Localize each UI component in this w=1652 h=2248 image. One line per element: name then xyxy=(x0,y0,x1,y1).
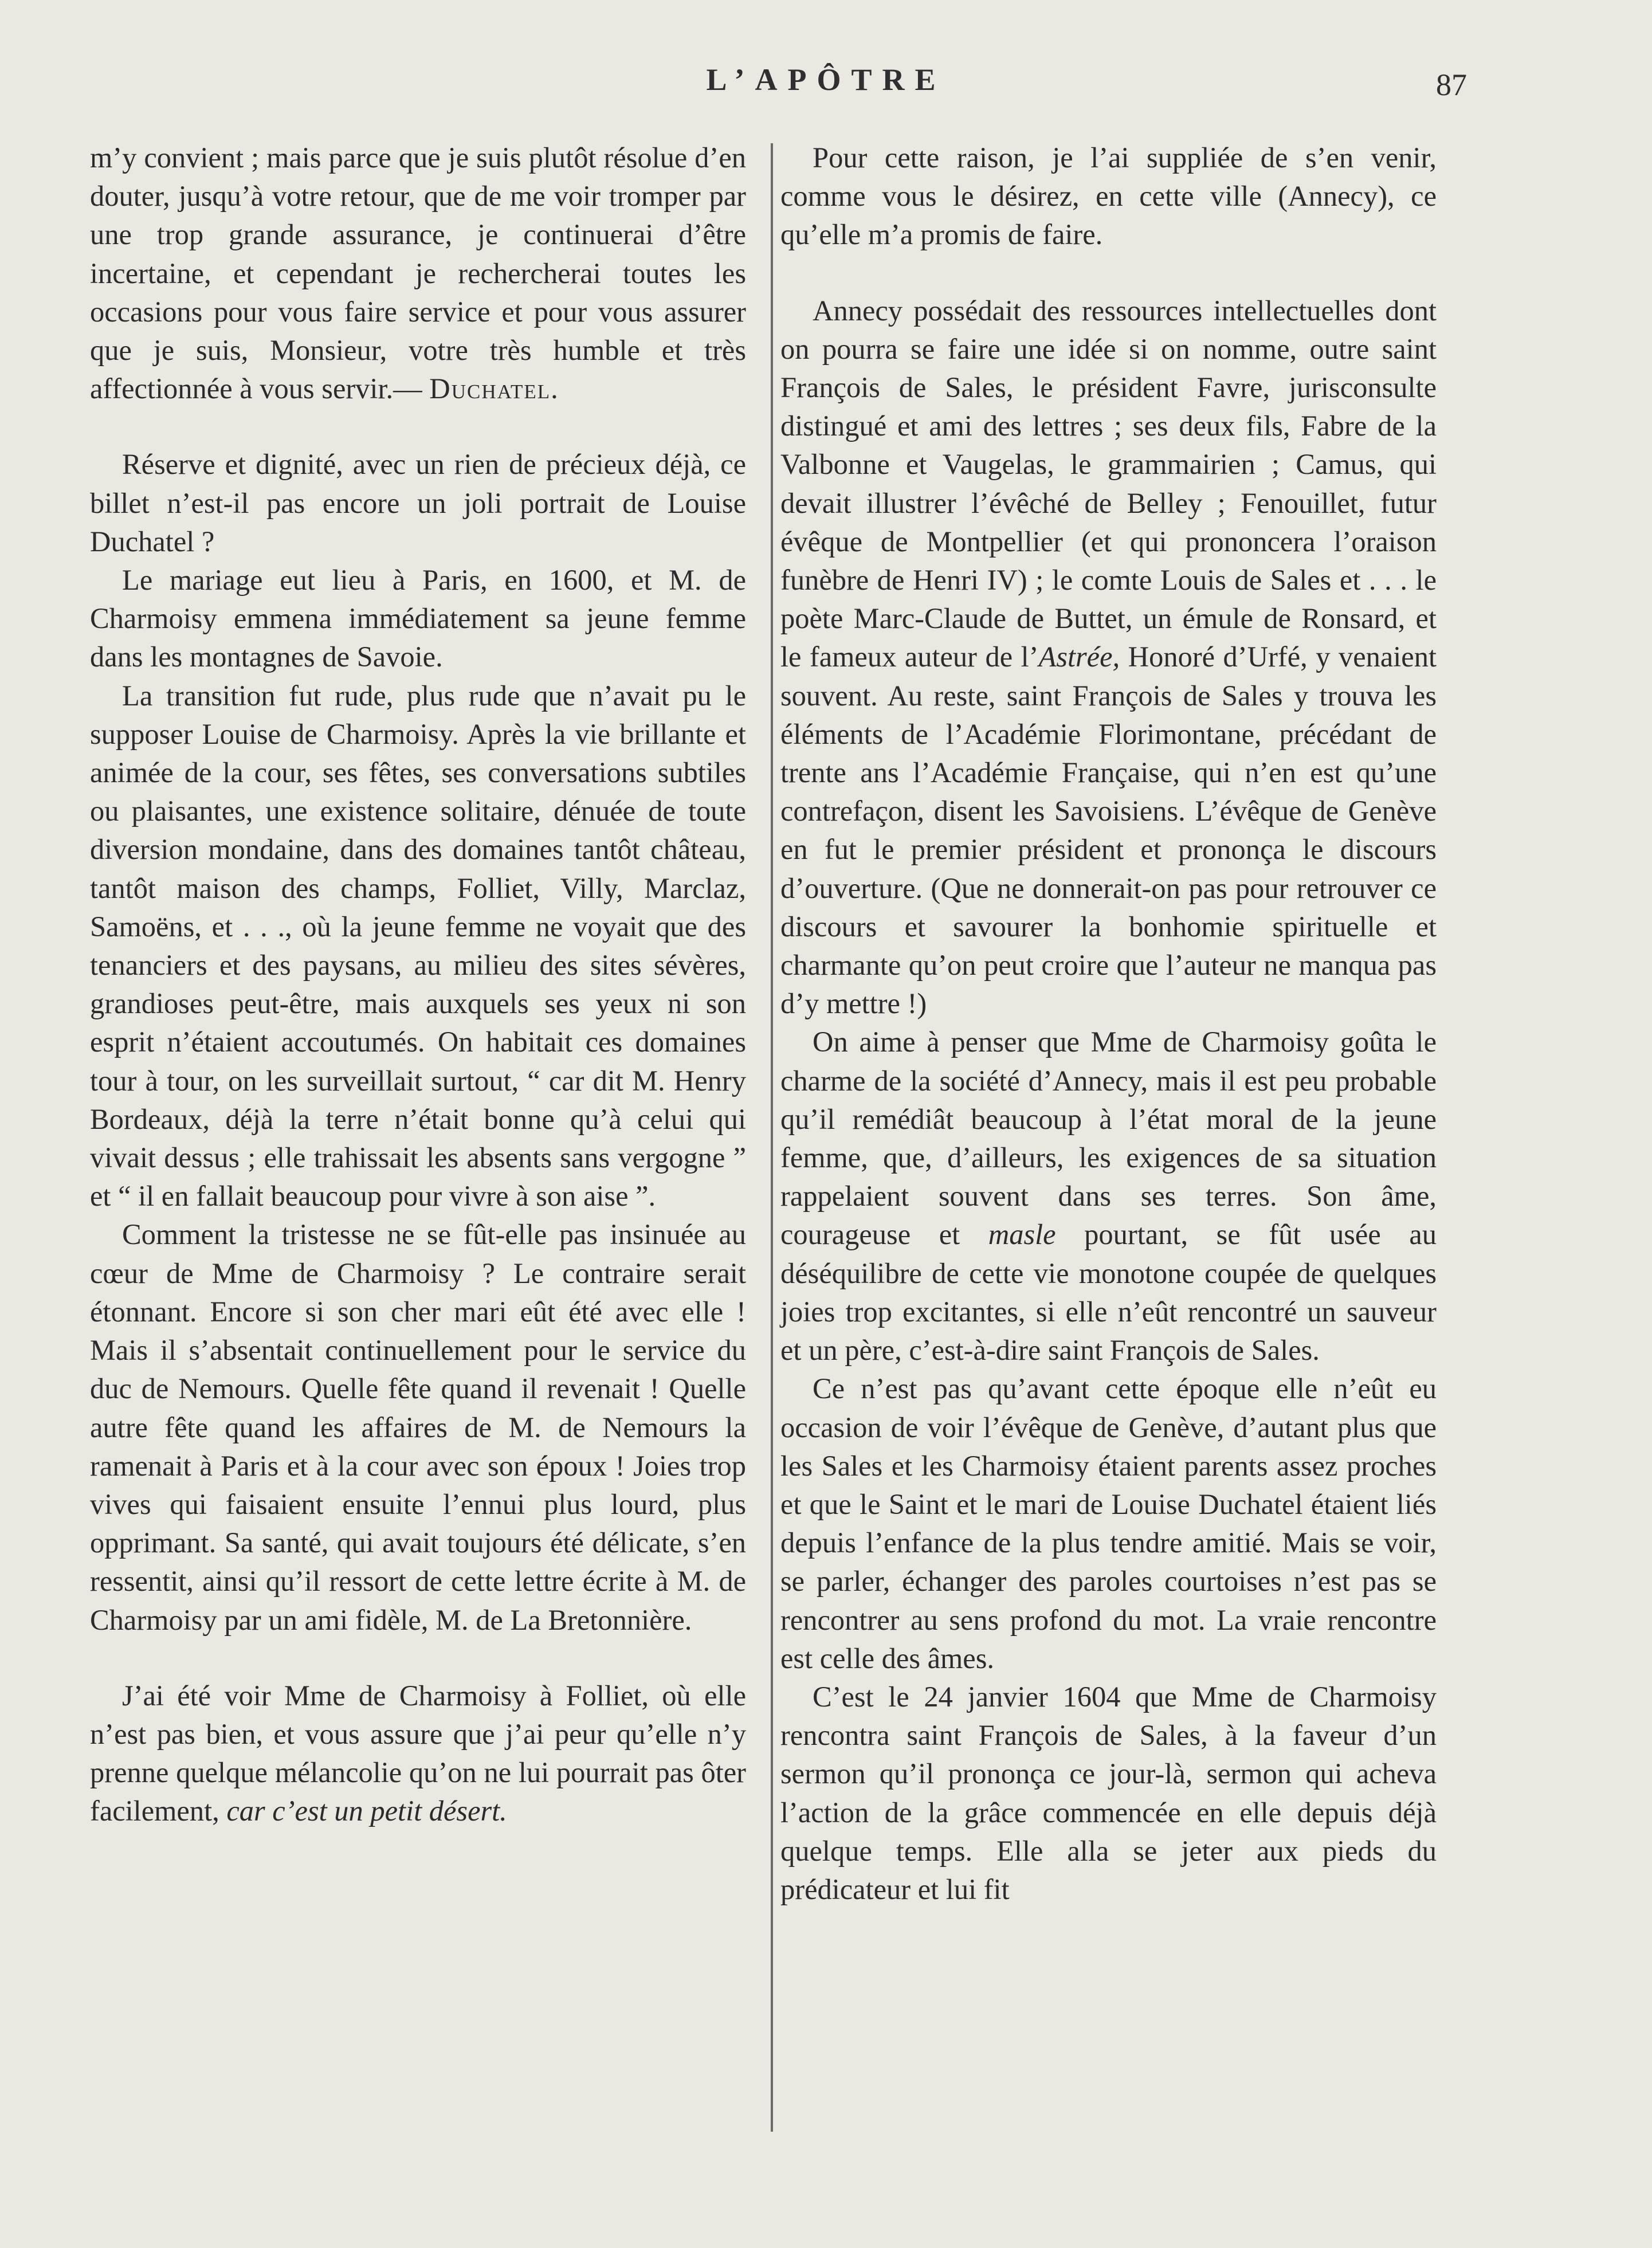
paragraph-transition: La transition fut rude, plus rude que n’avait pu le supposer Louise de Charmoisy. Après la vie brillante et animée de la cour, ses fêtes, ses conversations subtiles ou plaisantes, une existence solitaire, dénuée de toute diversion mondaine, dans des domaines tantôt château, tantôt maison des champs, Folliet, Villy, Marclaz, Samoëns, et . . ., où la jeune femme ne voyait que des tenanciers et des paysans, au milieu des sites sévères, grandioses peut-être, mais auxquels ses yeux ni son esprit n’étaient accoutumés. On habitait ces domaines tour à tour, on les surveillait surtout, “ car dit M. Henry Bordeaux, déjà la terre n’était bonne qu’à celui qui vivait dessus ; elle trahissait les absents sans vergogne ” et “ il en fallait beaucoup pour vivre à son aise ”. xyxy=(90,679,746,1213)
letter-continuation-paragraph xyxy=(90,139,746,408)
paragraph-annecy-text-1: Annecy possédait des ressources intellectuelles dont on pourra se faire une idée si on nomme, outre saint François de Sales, le président Favre, jurisconsulte distingué et ami des lettres ; ses deux fils, Fabre de la Valbonne et Vaugelas, le grammairien ; Camus, qui devait illustrer l’évêché de Belley ; Fenouillet, futur évêque de Montpellier (et qui prononcera l’oraison funèbre de Henri IV) ; le comte Louis de Sales et . . . le poète Marc-Claude de Buttet, un émule de Ronsard, et le fameux auteur de l’ xyxy=(780,294,1437,673)
right-column xyxy=(780,139,1437,1909)
paragraph-occasion: Ce n’est pas qu’avant cette époque elle n’eût eu occasion de voir l’évêque de Genève, d’autant plus que les Sales et les Charmoisy étaient parents assez proches et que le Saint et le mari de Louise Duchatel étaient liés depuis l’enfance de la plus tendre amitié. Mais se voir, se parler, échanger des paroles courtoises n’est pas se rencontrer au sens profond du mot. La vraie rencontre est celle des âmes. xyxy=(780,1372,1437,1674)
quoted-letter-end-paragraph: Pour cette raison, je l’ai suppliée de s’en venir, comme vous le désirez, en cette ville (Annecy), ce qu’elle m’a promis de faire. xyxy=(780,142,1437,251)
paragraph-societe xyxy=(780,1023,1437,1370)
paragraph-reserve: Réserve et dignité, avec un rien de précieux déjà, ce billet n’est-il pas encore un joli portrait de Louise Duchatel ? xyxy=(90,448,746,558)
paragraph-annecy xyxy=(780,292,1437,1023)
masle-word: masle xyxy=(988,1218,1056,1251)
astree-title: Astrée, xyxy=(1038,641,1120,673)
paragraph-societe-text-1: On aime à penser que Mme de Charmoisy goûta le charme de la société d’Annecy, mais il est peu probable qu’il remédiât beaucoup à l’état moral de la jeune femme, que, d’ailleurs, les exigences de sa situation rappelaient souvent dans ses terres. Son âme, courageuse et xyxy=(780,1026,1437,1251)
column-divider xyxy=(771,143,773,2132)
paragraph-rencontre: C’est le 24 janvier 1604 que Mme de Charmoisy rencontra saint François de Sales, à la faveur d’un sermon qu’il prononça ce jour-là, sermon qui acheva l’action de la grâce commencée en elle depuis déjà quelque temps. Elle alla se jeter aux pieds du prédicateur et lui fit xyxy=(780,1680,1437,1905)
quoted-letter-text: J’ai été voir Mme de Charmoisy à Folliet, où elle n’est pas bien, et vous assure que j’ai peur qu’elle n’y prenne quelque mélancolie qu’on ne lui pourrait pas ôter facilement, xyxy=(90,1679,746,1827)
page-number: 87 xyxy=(1436,68,1467,102)
running-header: L’APÔTRE xyxy=(706,62,946,97)
left-column xyxy=(90,139,746,1831)
quoted-letter-paragraph xyxy=(90,1677,746,1831)
paragraph-tristesse: Comment la tristesse ne se fût-elle pas insinuée au cœur de Mme de Charmoisy ? Le contraire serait étonnant. Encore si son cher mari eût été avec elle ! Mais il s’absentait continuellement pour le service du duc de Nemours. Quelle fête quand il revenait ! Quelle autre fête quand les affaires de M. de Nemours la ramenait à Paris et à la cour avec son époux ! Joies trop vives qui faisaient ensuite l’ennui plus lourd, plus opprimant. Sa santé, qui avait toujours été délicate, s’en ressentit, ainsi qu’il ressort de cette lettre écrite à M. de Charmoisy par un ami fidèle, M. de La Bretonnière. xyxy=(90,1218,746,1636)
letter-text: m’y convient ; mais parce que je suis plutôt résolue d’en douter, jusqu’à votre retour, que de me voir tromper par une trop grande assurance, je continuerai d’être incertaine, et cependant je rechercherai toutes les occasions pour vous faire service et pour vous assurer que je suis, Monsieur, votre très humble et très affectionnée à vous servir.— xyxy=(90,142,746,405)
quoted-letter-italic: car c’est un petit désert. xyxy=(226,1795,507,1827)
paragraph-mariage: Le mariage eut lieu à Paris, en 1600, et M. de Charmoisy emmena immédiatement sa jeune femme dans les montagnes de Savoie. xyxy=(90,564,746,673)
paragraph-societe-text-2: pourtant, se fût usée au déséquilibre de cette vie monotone coupée de quelques joies trop excitantes, si elle n’eût rencontré un sauveur et un père, c’est-à-dire saint François de Sales. xyxy=(780,1218,1437,1367)
paragraph-annecy-text-2: Honoré d’Urfé, y venaient souvent. Au reste, saint François de Sales y trouva les éléments de l’Académie Florimontane, précédant de trente ans l’Académie Française, qui n’en est qu’une contrefaçon, disent les Savoisiens. L’évêque de Genève en fut le premier président et prononça le discours d’ouverture. (Que ne donnerait-on pas pour retrouver ce discours et savourer la bonhomie spirituelle et charmante qu’on peut croire que l’auteur ne manqua pas d’y mettre !) xyxy=(780,641,1437,1020)
letter-signature: Duchatel. xyxy=(429,372,559,405)
